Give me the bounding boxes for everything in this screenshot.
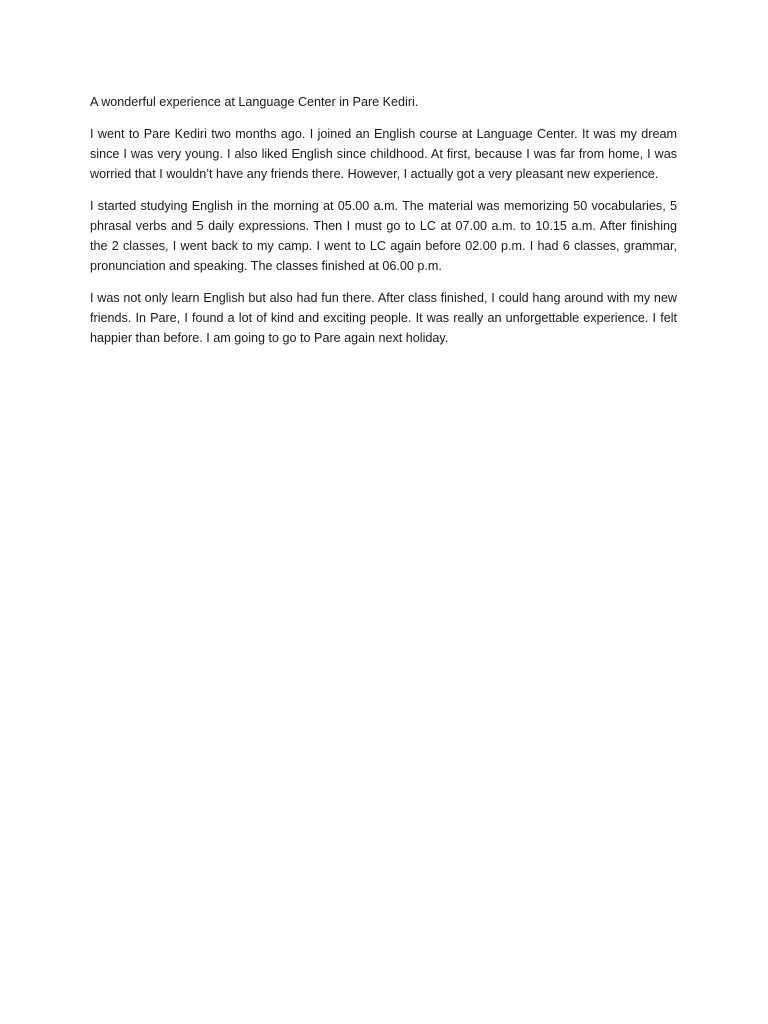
paragraph-1: I went to Pare Kediri two months ago. I joined an English course at Language Center. It was my dream since I was very young. I also liked English since childhood. At first, because I was far from home, I was worried that I wouldn’t have any friends there. However, I actually got a very pleasant new experience. (90, 127, 677, 181)
paragraph-3: I was not only learn English but also had fun there. After class finished, I could hang around with my new friends. In Pare, I found a lot of kind and exciting people. It was really an unforgettable experience. I felt happier than before. I am going to go to Pare again next holiday. (90, 291, 677, 345)
paragraph-2: I started studying English in the morning at 05.00 a.m. The material was memorizing 50 vocabularies, 5 phrasal verbs and 5 daily expressions. Then I must go to LC at 07.00 a.m. to 10.15 a.m. After finishing the 2 classes, I went back to my camp. I went to LC again before 02.00 p.m. I had 6 classes, grammar, pronunciation and speaking. The classes finished at 06.00 p.m. (90, 199, 677, 273)
document-body (90, 92, 677, 360)
document-title: A wonderful experience at Language Center in Pare Kediri. (90, 95, 419, 109)
